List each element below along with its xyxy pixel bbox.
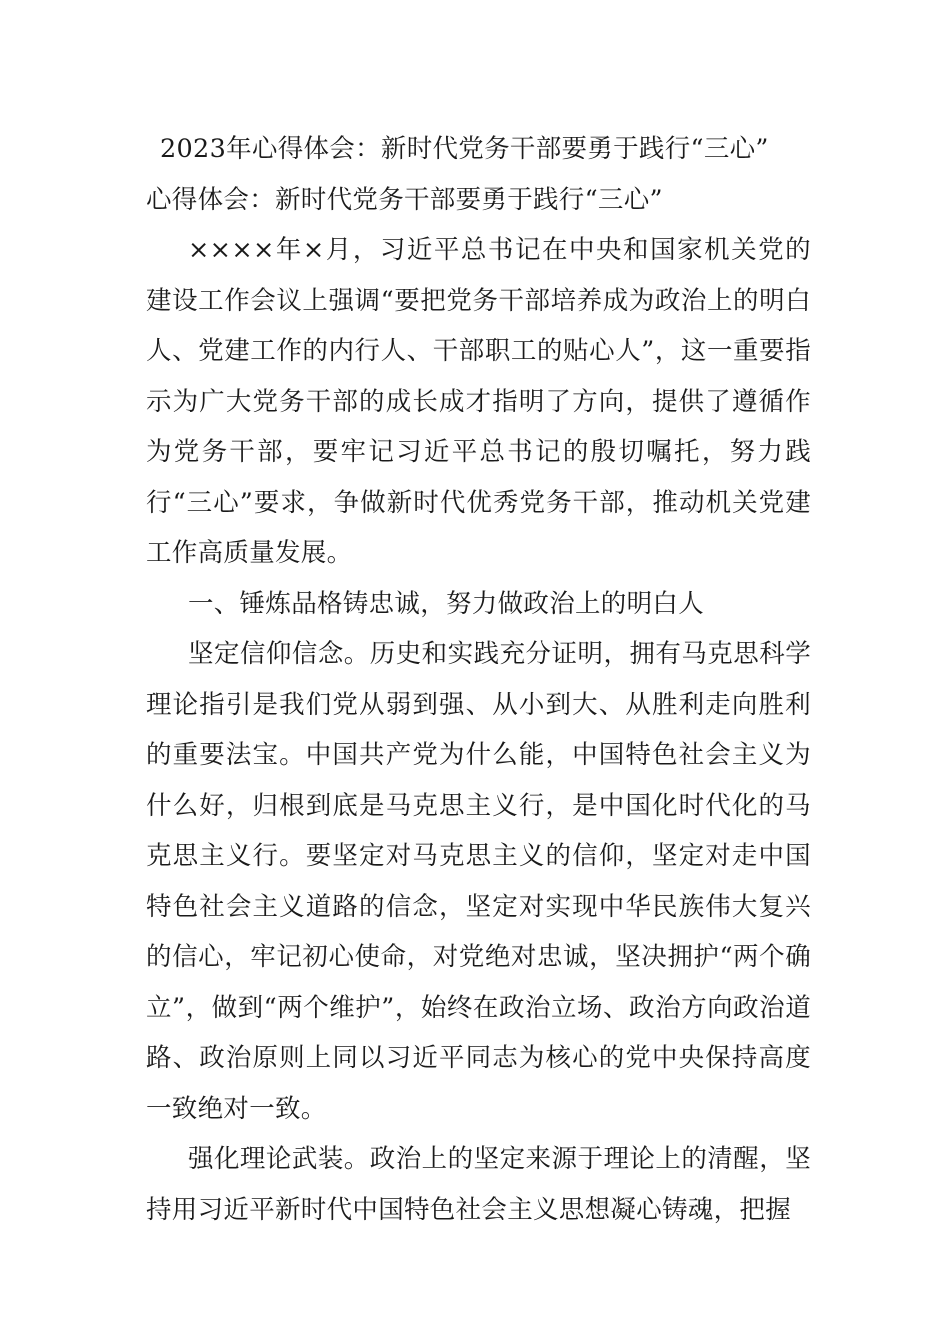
document-title: 2023年心得体会：新时代党务干部要勇于践行“三心” xyxy=(160,134,769,164)
document-subtitle: 心得体会：新时代党务干部要勇于践行“三心” xyxy=(146,184,663,215)
document-body xyxy=(146,124,811,1235)
paragraph-theory-arming: 强化理论武装。政治上的坚定来源于理论上的清醒，坚持用习近平新时代中国特色社会主义思想凝心铸魂，把握 xyxy=(146,1144,811,1225)
section-heading-1: 一、锤炼品格铸忠诚，努力做政治上的明白人 xyxy=(188,588,705,619)
intro-paragraph: ××××年×月，习近平总书记在中央和国家机关党的建设工作会议上强调“要把党务干部培养成为政治上的明白人、党建工作的内行人、干部职工的贴心人”，这一重要指示为广大党务干部的成长成才指明了方向，提供了遵循作为党务干部，要牢记习近平总书记的殷切嘱托，努力践行“三心”要求，争做新时代优秀党务干部，推动机关党建工作高质量发展。 xyxy=(146,235,811,568)
paragraph-faith-belief: 坚定信仰信念。历史和实践充分证明，拥有马克思科学理论指引是我们党从弱到强、从小到大、从胜利走向胜利的重要法宝。中国共产党为什么能，中国特色社会主义为什么好，归根到底是马克思主义行，是中国化时代化的马克思主义行。要坚定对马克思主义的信仰，坚定对走中国特色社会主义道路的信念，坚定对实现中华民族伟大复兴的信心，牢记初心使命，对党绝对忠诚，坚决拥护“两个确立”，做到“两个维护”，始终在政治立场、政治方向政治道路、政治原则上同以习近平同志为核心的党中央保持高度一致绝对一致。 xyxy=(146,639,811,1124)
